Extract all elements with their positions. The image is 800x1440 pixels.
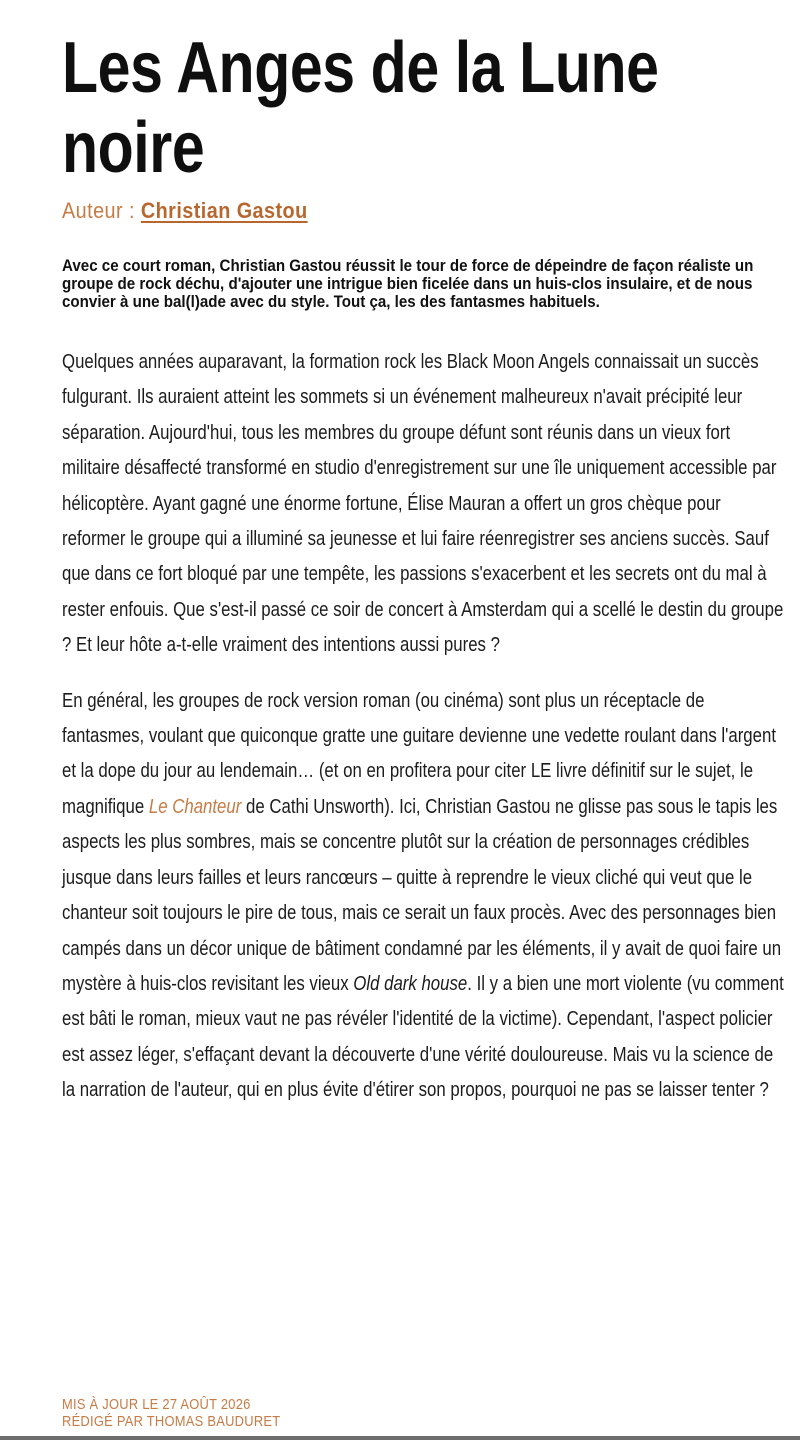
italic-title: Old dark house <box>353 972 468 995</box>
paragraph-text: . Il y a bien une mort violente (vu comment est bâti le roman, mieux vaut ne pas révéler l'identité de la victime). Cependant, l'aspect policier est assez léger, s'effaçant devant la découverte d'une vérité douloureuse. Mais vu la science de la narration de l'auteur, qui en plus évite d'étirer son propos, pourquoi ne pas se laisser tenter ? <box>62 972 784 1102</box>
book-link-le-chanteur[interactable]: Le Chanteur <box>148 795 242 818</box>
lead-paragraph: Avec ce court roman, Christian Gastou réussit le tour de force de dépeindre de façon réaliste un groupe de rock déchu, d'ajouter une intrigue bien ficelée dans un huis-clos insulaire, et de nous convier à une bal(l)ade avec du style. Tout ça, les des fantasmes habituels. <box>62 256 754 311</box>
paragraph-text: En général, les groupes de rock version roman (ou cinéma) sont plus un réceptacle de fantasmes, voulant que quiconque gratte une guitare devienne une vedette roulant dans l'argent et la dope du jour au lendemain… (et on en profitera pour citer LE livre définitif sur le sujet, le magnifique <box>62 689 776 818</box>
written-by: RÉDIGÉ PAR THOMAS BAUDURET <box>62 1413 281 1430</box>
article-title: Les Anges de la Lune noire <box>62 28 659 188</box>
author-label: Auteur : <box>62 198 141 223</box>
updated-date: MIS À JOUR LE 27 AOÛT 2026 <box>62 1396 251 1413</box>
bottom-divider <box>0 1436 800 1440</box>
body-paragraph-2 <box>62 684 784 1109</box>
body-paragraph-1: Quelques années auparavant, la formation rock les Black Moon Angels connaissait un succès fulgurant. Ils auraient atteint les sommets si un événement malheureux n'avait précipité leur séparation. Aujourd'hui, tous les membres du groupe défunt sont réunis dans un vieux fort militaire désaffecté transformé en studio d'enregistrement sur une île uniquement accessible par hélicoptère. Ayant gagné une énorme fortune, Élise Mauran a offert un gros chèque pour reformer le groupe qui a illuminé sa jeunesse et lui faire réenregistrer ses anciens succès. Sauf que dans ce fort bloqué par une tempête, les passions s'exacerbent et les secrets ont du mal à rester enfouis. Que s'est-il passé ce soir de concert à Amsterdam qui a scellé le destin du groupe ? Et leur hôte a-t-elle vraiment des intentions aussi pures ? <box>62 351 784 657</box>
article-meta <box>62 1396 372 1430</box>
article <box>62 28 784 1109</box>
author-line <box>62 198 712 224</box>
paragraph-text: de Cathi Unsworth). Ici, Christian Gastou ne glisse pas sous le tapis les aspects les plus sombres, mais se concentre plutôt sur la création de personnages crédibles jusque dans leurs failles et leurs rancœurs – quitte à reprendre le vieux cliché qui veut que le chanteur soit toujours le pire de tous, mais ce serait un faux procès. Avec des personnages bien campés dans un décor unique de bâtiment condamné par les éléments, il y avait de quoi faire un mystère à huis-clos revisitant les vieux <box>62 795 782 995</box>
author-link[interactable]: Christian Gastou <box>140 198 308 223</box>
